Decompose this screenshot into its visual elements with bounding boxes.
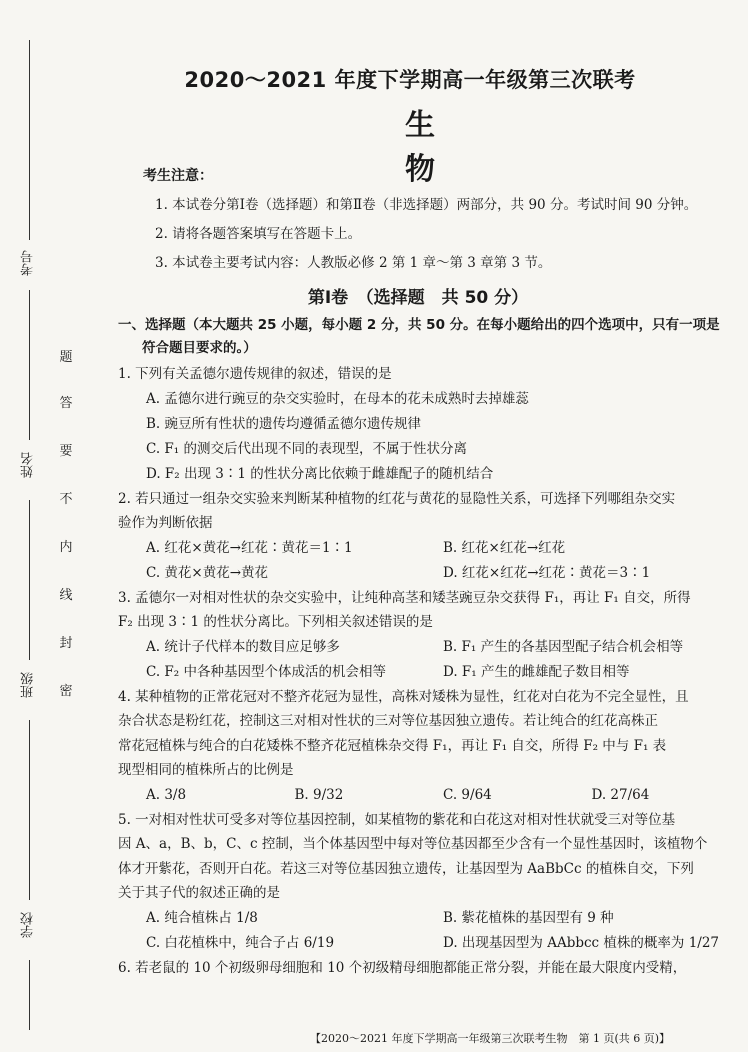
seal-char: 题 — [59, 350, 73, 365]
notice-item: 3. 本试卷主要考试内容：人教版必修 2 第 1 章～第 3 章第 3 节。 — [155, 255, 552, 271]
question-6 — [118, 956, 740, 981]
answer-option: A. 3/8 — [146, 786, 187, 803]
seal-char: 线 — [59, 588, 73, 603]
seal-char: 密 — [59, 684, 73, 699]
question-stem-line: 1. 下列有关孟德尔遗传规律的叙述，错误的是 — [118, 366, 392, 382]
answer-option: C. F₂ 中各种基因型个体成活的机会相等 — [146, 663, 387, 680]
answer-option: C. 白花植株中，纯合子占 6/19 — [146, 934, 335, 951]
subject-title: 生物 — [405, 108, 493, 187]
answer-option: A. 统计子代样本的数目应足够多 — [146, 638, 340, 655]
seal-char: 内 — [59, 540, 73, 555]
exam-no-line — [29, 40, 30, 240]
school-line — [29, 720, 30, 900]
notice-title: 考生注意： — [143, 168, 213, 184]
question-1 — [118, 362, 740, 487]
section-intro-line: 符合题目要求的。） — [142, 340, 257, 356]
question-stem-line: 4. 某种植物的正常花冠对不整齐花冠为显性，高株对矮株为显性，红花对白花为不完全显性，且 — [118, 688, 689, 705]
option-row — [118, 635, 740, 660]
question-stem-line: 现型相同的植株所占的比例是 — [118, 762, 294, 778]
question-stem-line: 3. 孟德尔一对相对性状的杂交实验中，让纯种高茎和矮茎豌豆杂交获得 F₁，再让 F₁ 自交，所得 — [118, 589, 691, 606]
notice-item: 2. 请将各题答案填写在答题卡上。 — [155, 226, 362, 242]
exam-no-label: 考号 — [21, 250, 36, 276]
question-2 — [118, 487, 740, 586]
answer-option: D. F₂ 出现 3∶1 的性状分离比依赖于雌雄配子的随机结合 — [146, 465, 494, 482]
name-label: 姓名 — [21, 452, 36, 478]
question-5 — [118, 808, 740, 956]
question-3 — [118, 586, 740, 685]
answer-option: B. 红花×红花→红花 — [443, 539, 566, 556]
question-stem-line: 2. 若只通过一组杂交实验来判断某种植物的红花与黄花的显隐性关系，可选择下列哪组杂交实 — [118, 490, 676, 507]
answer-option: B. 豌豆所有性状的遗传均遵循孟德尔遗传规律 — [146, 415, 422, 432]
answer-option: B. 紫花植株的基因型有 9 种 — [443, 909, 614, 926]
exam-title: 2020～2021 年度下学期高一年级第三次联考 — [184, 68, 636, 92]
answer-option: A. 纯合植株占 1/8 — [146, 909, 258, 926]
answer-option: D. 出现基因型为 AAbbcc 植株的概率为 1/27 — [443, 934, 720, 951]
option-row — [118, 906, 740, 931]
question-stem-line: 体才开紫花，否则开白花。若这三对等位基因独立遗传，让基因型为 AaBbCc 的植株自交，下列 — [118, 860, 694, 877]
seal-char: 答 — [59, 396, 73, 411]
answer-option: C. F₁ 的测交后代出现不同的表现型，不属于性状分离 — [146, 440, 468, 457]
name-line — [29, 290, 30, 440]
seal-char: 封 — [59, 636, 73, 651]
notice-item: 1. 本试卷分第Ⅰ卷（选择题）和第Ⅱ卷（非选择题）两部分，共 90 分。考试时间 90 分钟。 — [155, 197, 698, 213]
answer-option: D. F₁ 产生的雌雄配子数目相等 — [443, 663, 630, 680]
option-row — [118, 561, 740, 586]
page-footer: 【2020～2021 年度下学期高一年级第三次联考生物 第 1 页(共 6 页)】 — [309, 1032, 671, 1045]
bottom-line — [29, 960, 30, 1030]
seal-char: 不 — [59, 492, 73, 507]
section-intro — [118, 314, 740, 360]
answer-option: B. F₁ 产生的各基因型配子结合机会相等 — [443, 638, 684, 655]
answer-option: C. 黄花×黄花→黄花 — [146, 564, 269, 581]
seal-char: 要 — [59, 444, 73, 459]
class-label: 班级 — [21, 672, 36, 698]
question-stem-line: 常花冠植株与纯合的白花矮株不整齐花冠植株杂交得 F₁，再让 F₁ 自交，所得 F₂ 中与 F₁ 表 — [118, 737, 667, 754]
question-list — [118, 362, 740, 980]
question-stem-line: F₂ 出现 3∶1 的性状分离比。下列相关叙述错误的是 — [118, 614, 433, 630]
question-stem-line: 因 A、a，B、b，C、c 控制，当个体基因型中每对等位基因都至少含有一个显性基因时，该植物个 — [118, 836, 708, 852]
section-title: 第Ⅰ卷 （选择题 共 50 分） — [307, 288, 529, 308]
option-row — [118, 931, 740, 956]
option-row — [118, 783, 740, 808]
candidate-notice — [143, 165, 703, 280]
question-stem-line: 关于其子代的叙述正确的是 — [118, 885, 280, 901]
question-stem-line: 5. 一对相对性状可受多对等位基因控制，如某植物的紫花和白花这对相对性状就受三对等位基 — [118, 811, 676, 828]
option-row — [118, 660, 740, 685]
binding-margin — [0, 0, 100, 1052]
option-row — [118, 536, 740, 561]
answer-option: A. 红花×黄花→红花∶黄花＝1∶1 — [146, 539, 353, 556]
question-stem-line: 6. 若老鼠的 10 个初级卵母细胞和 10 个初级精母细胞都能正常分裂，并能在最大限度内受精， — [118, 959, 687, 976]
answer-option: B. 9/32 — [294, 786, 344, 803]
answer-option: C. 9/64 — [443, 786, 492, 803]
answer-option: A. 孟德尔进行豌豆的杂交实验时，在母本的花未成熟时去掉雄蕊 — [146, 390, 529, 407]
answer-option: D. 红花×红花→红花∶黄花＝3∶1 — [443, 564, 651, 581]
answer-option: D. 27/64 — [591, 786, 650, 803]
school-label: 学校 — [21, 912, 36, 938]
question-4 — [118, 685, 740, 808]
class-line — [29, 500, 30, 660]
section-intro-line: 一、选择题（本大题共 25 小题，每小题 2 分，共 50 分。在每小题给出的四个选项中，只有一项是 — [118, 317, 720, 333]
question-stem-line: 杂合状态是粉红花，控制这三对相对性状的三对等位基因独立遗传。若让纯合的红花高株正 — [118, 713, 658, 729]
question-stem-line: 验作为判断依据 — [118, 515, 213, 531]
